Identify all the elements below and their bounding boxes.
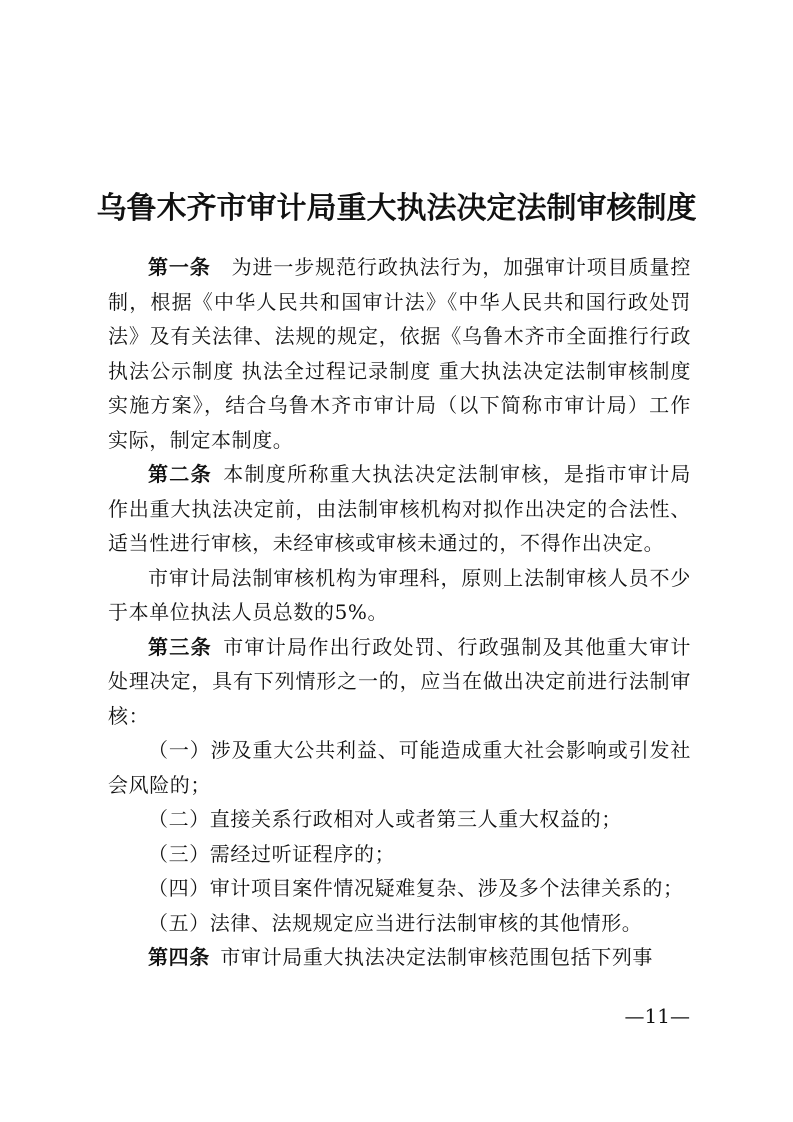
paragraph-text: （四）审计项目案件情况疑难复杂、涉及多个法律关系的； [148, 876, 684, 900]
paragraph-text: 市审计局重大执法决定法制审核范围包括下列事 [220, 945, 654, 969]
list-item-4 [108, 871, 691, 906]
paragraph-text: （五）法律、法规规定应当进行法制审核的其他情形。 [148, 910, 643, 935]
paragraph-text: （二）直接关系行政相对人或者第三人重大权益的； [148, 807, 622, 831]
paragraph-article-1 [108, 250, 691, 457]
paragraph-text: 市审计局作出行政处罚、行政强制及其他重大审计处理决定，具有下列情形之一的，应当在做出决定前进行法制审核： [108, 634, 691, 728]
paragraph-article-3 [108, 630, 691, 734]
list-item-1 [108, 733, 691, 802]
paragraph-article-4 [108, 940, 691, 975]
paragraph-text: 市审计局法制审核机构为审理科，原则上法制审核人员不少于本单位执法人员总数的5%。 [108, 565, 691, 624]
page-number: —11— [624, 1004, 690, 1028]
article-label: 第四条 [148, 945, 210, 969]
paragraph-text: 为进一步规范行政执法行为，加强审计项目质量控制，根据《中华人民共和国审计法》《中华人民共和国行政处罚法》及有关法律、法规的规定，依据《乌鲁木齐市全面推行行政执法公示制度 执法全过程记录制度 重大执法决定法制审核制度实施方案》，结合乌鲁木齐市审计局（以下简称市审计局）工作实际，制定本制度。 [108, 255, 691, 452]
document-title: 乌鲁木齐市审计局重大执法决定法制审核制度 [96, 191, 697, 226]
list-item-5 [108, 906, 691, 941]
paragraph-text: （一）涉及重大公共利益、可能造成重大社会影响或引发社会风险的； [108, 738, 691, 797]
paragraph-text: 本制度所称重大执法决定法制审核，是指市审计局作出重大执法决定前，由法制审核机构对拟作出决定的合法性、适当性进行审核，未经审核或审核未通过的，不得作出决定。 [108, 462, 691, 555]
paragraph-article-2 [108, 457, 691, 561]
article-label: 第一条 [148, 255, 211, 279]
list-item-2 [108, 802, 691, 837]
paragraph-text: （三）需经过听证程序的； [148, 841, 396, 866]
article-label: 第二条 [148, 462, 212, 486]
list-item-3 [108, 837, 691, 872]
article-label: 第三条 [148, 634, 212, 659]
paragraph-audit-staff [108, 561, 691, 630]
document-body [108, 250, 691, 975]
